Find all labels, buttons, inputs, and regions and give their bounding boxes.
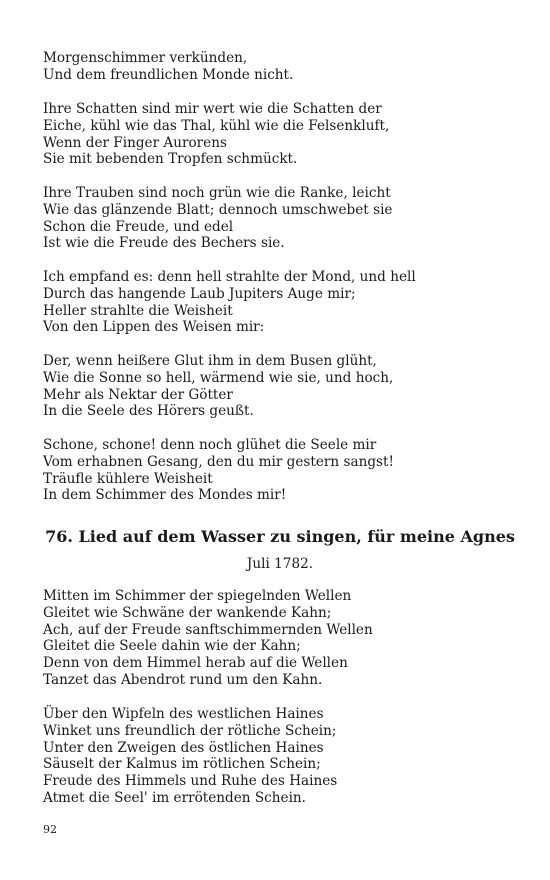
verse-line: In dem Schimmer des Mondes mir! bbox=[43, 487, 287, 504]
poem-title: 76. Lied auf dem Wasser zu singen, für meine Agnes bbox=[45, 527, 515, 546]
stanza-5 bbox=[43, 353, 393, 420]
verse-line: Ist wie die Freude des Bechers sie. bbox=[43, 235, 285, 252]
verse-line: Ach, auf der Freude sanftschimmernden Wellen bbox=[43, 621, 373, 638]
verse-line: In die Seele des Hörers geußt. bbox=[43, 403, 254, 420]
verse-line: Heller strahlte die Weisheit bbox=[43, 302, 233, 319]
verse-line: Denn von dem Himmel herab auf die Wellen bbox=[43, 655, 348, 672]
verse-line: Träufle kühlere Weisheit bbox=[43, 470, 213, 487]
stanza-6 bbox=[43, 437, 394, 504]
verse-line: Wie das glänzende Blatt; dennoch umschwebet sie bbox=[43, 201, 393, 218]
verse-line: Schone, schone! denn noch glühet die Seele mir bbox=[43, 437, 377, 453]
verse-line: Unter den Zweigen des östlichen Haines bbox=[43, 739, 324, 756]
verse-line: Ihre Trauben sind noch grün wie die Ranke, leicht bbox=[43, 185, 391, 201]
poem-date: Juli 1782. bbox=[246, 556, 314, 572]
stanza-2 bbox=[43, 101, 389, 168]
stanza-4 bbox=[43, 269, 416, 336]
verse-line: Winket uns freundlich der rötliche Schein; bbox=[43, 722, 337, 739]
stanza-8 bbox=[43, 706, 337, 807]
verse-line: Ich empfand es: denn hell strahlte der Mond, und hell bbox=[43, 269, 416, 285]
verse-line: Wenn der Finger Aurorens bbox=[43, 134, 227, 151]
verse-line: Schon die Freude, und edel bbox=[43, 218, 234, 235]
verse-line: Der, wenn heißere Glut ihm in dem Busen glüht, bbox=[43, 353, 377, 369]
verse-line: Ihre Schatten sind mir wert wie die Schatten der bbox=[43, 101, 382, 117]
stanza-3 bbox=[43, 185, 392, 252]
verse-line: Vom erhabnen Gesang, den du mir gestern sangst! bbox=[43, 453, 394, 470]
verse-line: Über den Wipfeln des westlichen Haines bbox=[43, 706, 324, 722]
verse-line: Säuselt der Kalmus im rötlichen Schein; bbox=[43, 756, 321, 773]
verse-line: Freude des Himmels und Ruhe des Haines bbox=[43, 773, 338, 790]
verse-line: Mitten im Schimmer der spiegelnden Wellen bbox=[43, 588, 352, 604]
verse-line: Von den Lippen des Weisen mir: bbox=[43, 319, 265, 336]
verse-line: Wie die Sonne so hell, wärmend wie sie, und hoch, bbox=[43, 369, 394, 386]
verse-line: Mehr als Nektar der Götter bbox=[43, 386, 233, 403]
verse-line: Gleitet wie Schwäne der wankende Kahn; bbox=[43, 604, 332, 621]
verse-line: Morgenschimmer verkünden, bbox=[43, 50, 248, 66]
stanza-1 bbox=[43, 50, 293, 84]
verse-line: Gleitet die Seele dahin wie der Kahn; bbox=[43, 638, 301, 655]
verse-line: Sie mit bebenden Tropfen schmückt. bbox=[43, 151, 298, 168]
verse-line: Und dem freundlichen Monde nicht. bbox=[43, 66, 294, 83]
verse-line: Eiche, kühl wie das Thal, kühl wie die Felsenkluft, bbox=[43, 117, 390, 134]
verse-line: Durch das hangende Laub Jupiters Auge mir; bbox=[43, 285, 356, 302]
verse-line: Tanzet das Abendrot rund um den Kahn. bbox=[43, 671, 323, 688]
stanza-7 bbox=[43, 588, 373, 689]
verse-line: Atmet die Seel' im errötenden Schein. bbox=[43, 789, 307, 806]
page-number: 92 bbox=[43, 823, 57, 836]
